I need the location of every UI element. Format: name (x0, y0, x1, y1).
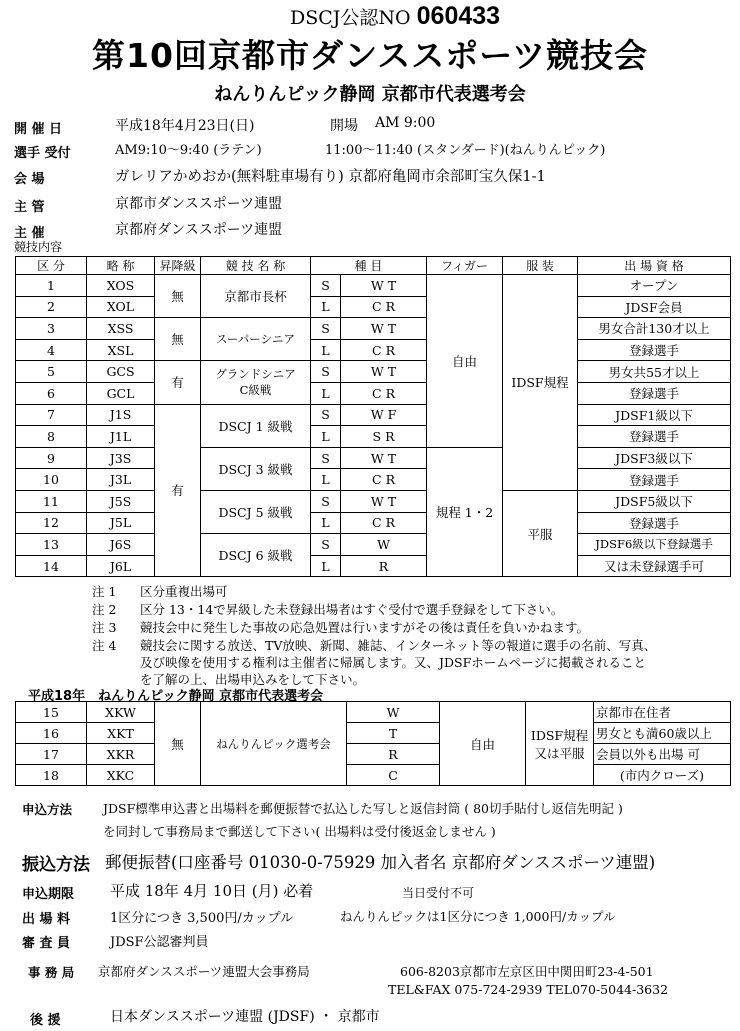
event-cell: C R (341, 512, 427, 534)
event-cell: W (341, 534, 427, 556)
figure-cell: 自由 (440, 702, 526, 786)
event-name: ねんりんピック選考会 (201, 702, 347, 786)
updown-cell: 無 (155, 275, 201, 318)
division-number: 10 (16, 469, 87, 491)
qualification-cell: 男女とも満60歳以上 (594, 723, 731, 744)
event-cell: R (341, 555, 427, 577)
division-number: 5 (16, 361, 87, 383)
col-header-name: 競 技 名 称 (201, 257, 311, 275)
table-row (16, 275, 731, 297)
qualification-cell: JDSF3級以下 (578, 447, 731, 469)
qualification-cell: 登録選手 (578, 512, 731, 534)
sl-cell: L (311, 426, 341, 448)
event-cell: C R (341, 339, 427, 361)
event-cell: W T (341, 361, 427, 383)
qualification-cell: 登録選手 (578, 339, 731, 361)
event-cell: W T (341, 490, 427, 512)
event-name-line: グランドシニア (215, 367, 296, 382)
table-row (16, 490, 731, 512)
deadline-value: 平成 18年 4月 10日 (月) 必着 (110, 882, 314, 900)
office-phone: TEL&FAX 075-724-2939 TEL070-5044-3632 (388, 982, 669, 997)
event-cell: C R (341, 469, 427, 491)
updown-cell: 有 (155, 404, 201, 577)
col-header-updown: 昇降級 (155, 257, 201, 275)
table-row (16, 426, 731, 448)
table-row (16, 382, 731, 404)
note-label: 注 2 (92, 602, 117, 617)
division-code: J3L (87, 469, 155, 491)
qualification-cell: JDSF1級以下 (578, 404, 731, 426)
event-cell: C R (341, 382, 427, 404)
organizer-value: 京都市ダンススポーツ連盟 (115, 196, 283, 212)
event-cell: W T (341, 447, 427, 469)
note-text: 競技会に関する放送、TV放映、新聞、雑誌、インターネット等の報道に選手の名前、写真、 (140, 638, 657, 653)
contents-label: 競技内容 (14, 240, 63, 254)
table-row (16, 723, 731, 744)
table-row (16, 702, 731, 723)
host-label: 主 催 (14, 226, 45, 241)
qualification-cell: (市内クローズ) (594, 765, 731, 786)
division-code: XKR (87, 744, 155, 765)
page-title: 第10回京都市ダンススポーツ競技会 (92, 36, 648, 75)
event-cell: T (347, 723, 440, 744)
col-header-division: 区 分 (16, 257, 87, 275)
qualification-cell: 男女合計130才以上 (578, 318, 731, 340)
support-value: 日本ダンススポーツ連盟 (JDSF) ・ 京都市 (110, 1009, 380, 1025)
updown-cell: 無 (155, 318, 201, 361)
col-header-event: 種 目 (311, 257, 427, 275)
table-row (16, 318, 731, 340)
sl-cell: L (311, 382, 341, 404)
sl-cell: L (311, 555, 341, 577)
method-line2: を同封して事務局まで郵送して下さい( 出場料は受付後返金しません ) (103, 824, 496, 839)
sl-cell: L (311, 469, 341, 491)
event-cell: W (347, 702, 440, 723)
qualification-cell: JDSF6級以下登録選手 (578, 534, 731, 556)
office-address: 606-8203京都市左京区田中関田町23-4-501 (400, 964, 654, 979)
sl-cell: L (311, 296, 341, 318)
dress-line: IDSF規程 (530, 727, 589, 743)
table-row (16, 296, 731, 318)
division-number: 12 (16, 512, 87, 534)
section2-title: 平成18年 ねんりんピック静岡 京都市代表選考会 (28, 689, 324, 704)
division-code: XKC (87, 765, 155, 786)
event-name-line: C級戦 (239, 383, 272, 398)
division-number: 17 (16, 744, 87, 765)
division-code: XKT (87, 723, 155, 744)
sl-cell: S (311, 534, 341, 556)
venue-value: ガレリアかめおか(無料駐車場有り) 京都府亀岡市余部町宝久保1-1 (115, 169, 546, 185)
event-cell: W T (341, 318, 427, 340)
cert-label: DSCJ公認NO (290, 7, 411, 29)
sl-cell: S (311, 275, 341, 297)
dress-cell: 平服 (503, 490, 578, 576)
qualification-cell: 京都市在住者 (594, 702, 731, 723)
table-row (16, 765, 731, 786)
cert-number-line (290, 2, 500, 31)
judge-value: JDSF公認審判員 (110, 935, 209, 950)
updown-cell: 無 (155, 702, 201, 786)
deadline-label: 申込期限 (22, 887, 75, 902)
deadline-note: 当日受付不可 (402, 886, 475, 900)
division-code: J6S (87, 534, 155, 556)
note-text: を了解の上、出場申込みをして下さい。 (140, 672, 366, 687)
qualification-cell: JDSF会員 (578, 296, 731, 318)
updown-cell: 有 (155, 361, 201, 404)
transfer-label: 振込方法 (22, 855, 90, 875)
selection-table (15, 701, 731, 786)
qualification-cell: 登録選手 (578, 469, 731, 491)
division-number: 8 (16, 426, 87, 448)
venue-label: 会 場 (14, 172, 45, 187)
judge-label: 審 査 員 (22, 936, 71, 951)
division-number: 11 (16, 490, 87, 512)
support-label: 後 援 (30, 1013, 61, 1028)
table-row (16, 361, 731, 383)
event-name: DSCJ 6 級戦 (201, 534, 311, 577)
event-name: DSCJ 1 級戦 (201, 404, 311, 447)
event-cell: R (347, 744, 440, 765)
table-row (16, 404, 731, 426)
sl-cell: S (311, 447, 341, 469)
division-number: 14 (16, 555, 87, 577)
event-cell: C (347, 765, 440, 786)
figure-cell: 規程 1・2 (427, 447, 503, 577)
division-code: XSL (87, 339, 155, 361)
division-number: 15 (16, 702, 87, 723)
table-row (16, 744, 731, 765)
sl-cell: L (311, 339, 341, 361)
note-text: 及び映像を使用する権利は主催者に帰属します。又、JDSFホームページに掲載されること (140, 655, 647, 670)
division-number: 9 (16, 447, 87, 469)
fee-note: ねんりんピックは1区分につき 1,000円/カップル (340, 909, 616, 924)
cert-number: 060433 (416, 2, 501, 30)
qualification-cell: 登録選手 (578, 382, 731, 404)
division-number: 7 (16, 404, 87, 426)
division-code: J1S (87, 404, 155, 426)
table-row (16, 447, 731, 469)
fee-value: 1区分につき 3,500円/カップル (110, 911, 294, 926)
division-code: XOS (87, 275, 155, 297)
office-value: 京都府ダンススポーツ連盟大会事務局 (98, 964, 310, 979)
division-number: 13 (16, 534, 87, 556)
note-text: 競技会中に発生した事故の応急処置は行いますがその後は責任を負いかねます。 (140, 620, 590, 635)
qualification-cell: 会員以外も出場 可 (594, 744, 731, 765)
col-header-qualification: 出 場 資 格 (578, 257, 731, 275)
qualification-cell: JDSF5級以下 (578, 490, 731, 512)
date-label: 開 催 日 (14, 122, 63, 137)
table-row (16, 512, 731, 534)
sl-cell: S (311, 361, 341, 383)
qualification-cell: 登録選手 (578, 426, 731, 448)
transfer-value: 郵便振替(口座番号 01030-0-75929 加入者名 京都府ダンススポーツ連盟) (105, 853, 656, 872)
division-code: J5L (87, 512, 155, 534)
qualification-cell: 又は未登録選手可 (578, 555, 731, 577)
division-code: J3S (87, 447, 155, 469)
division-number: 18 (16, 765, 87, 786)
event-name: スーパーシニア (201, 318, 311, 361)
division-code: GCS (87, 361, 155, 383)
event-cell: W T (341, 275, 427, 297)
division-code: J5S (87, 490, 155, 512)
fee-label: 出 場 料 (22, 912, 71, 927)
events-table (15, 256, 731, 577)
event-name (201, 361, 311, 404)
sl-cell: S (311, 404, 341, 426)
event-cell: C R (341, 296, 427, 318)
method-line1: JDSF標準申込書と出場料を郵便振替で払込した写しと返信封筒 ( 80切手貼付し返信先明記 ) (103, 801, 623, 816)
office-label: 事 務 局 (28, 965, 75, 980)
table-row (16, 555, 731, 577)
reception-label: 選手 受付 (14, 146, 71, 161)
note-label: 注 3 (92, 620, 117, 635)
host-value: 京都府ダンススポーツ連盟 (115, 222, 283, 238)
division-number: 3 (16, 318, 87, 340)
note-label: 注 1 (92, 584, 117, 599)
sl-cell: L (311, 512, 341, 534)
page-subtitle: ねんりんピック静岡 京都市代表選考会 (214, 84, 526, 105)
col-header-figure: フィガー (427, 257, 503, 275)
division-number: 4 (16, 339, 87, 361)
dress-line: 又は平服 (534, 745, 585, 761)
division-number: 6 (16, 382, 87, 404)
qualification-cell: オープン (578, 275, 731, 297)
qualification-cell: 男女共55才以上 (578, 361, 731, 383)
table-row (16, 534, 731, 556)
division-code: XOL (87, 296, 155, 318)
table-header-row (16, 257, 731, 275)
event-cell: W F (341, 404, 427, 426)
note-text: 区分 13・14で昇級した未登録出場者はすぐ受付で選手登録をして下さい。 (140, 602, 564, 617)
division-code: J6L (87, 555, 155, 577)
reception-latin: AM9:10〜9:40 (ラテン) (115, 143, 262, 158)
division-code: J1L (87, 426, 155, 448)
method-label: 申込方法 (22, 802, 73, 817)
figure-cell: 自由 (427, 275, 503, 448)
note-text: 区分重複出場可 (140, 584, 228, 599)
table-row (16, 339, 731, 361)
dress-cell: IDSF規程 (503, 275, 578, 491)
col-header-dress: 服 装 (503, 257, 578, 275)
table-row (16, 469, 731, 491)
sl-cell: S (311, 490, 341, 512)
event-name: DSCJ 3 級戦 (201, 447, 311, 490)
organizer-label: 主 管 (14, 200, 45, 215)
event-name: 京都市長杯 (201, 275, 311, 318)
note-label: 注 4 (92, 638, 117, 653)
date-value: 平成18年4月23日(日) (115, 118, 255, 134)
sl-cell: S (311, 318, 341, 340)
col-header-code: 略 称 (87, 257, 155, 275)
reception-standard: 11:00〜11:40 (スタンダード)(ねんりんピック) (325, 143, 606, 158)
dress-cell (526, 702, 594, 786)
event-name: DSCJ 5 級戦 (201, 490, 311, 533)
division-number: 1 (16, 275, 87, 297)
division-code: GCL (87, 382, 155, 404)
division-code: XSS (87, 318, 155, 340)
open-value: AM 9:00 (375, 115, 436, 131)
division-number: 16 (16, 723, 87, 744)
event-cell: S R (341, 426, 427, 448)
division-number: 2 (16, 296, 87, 318)
open-label: 開場 (330, 118, 358, 134)
division-code: XKW (87, 702, 155, 723)
